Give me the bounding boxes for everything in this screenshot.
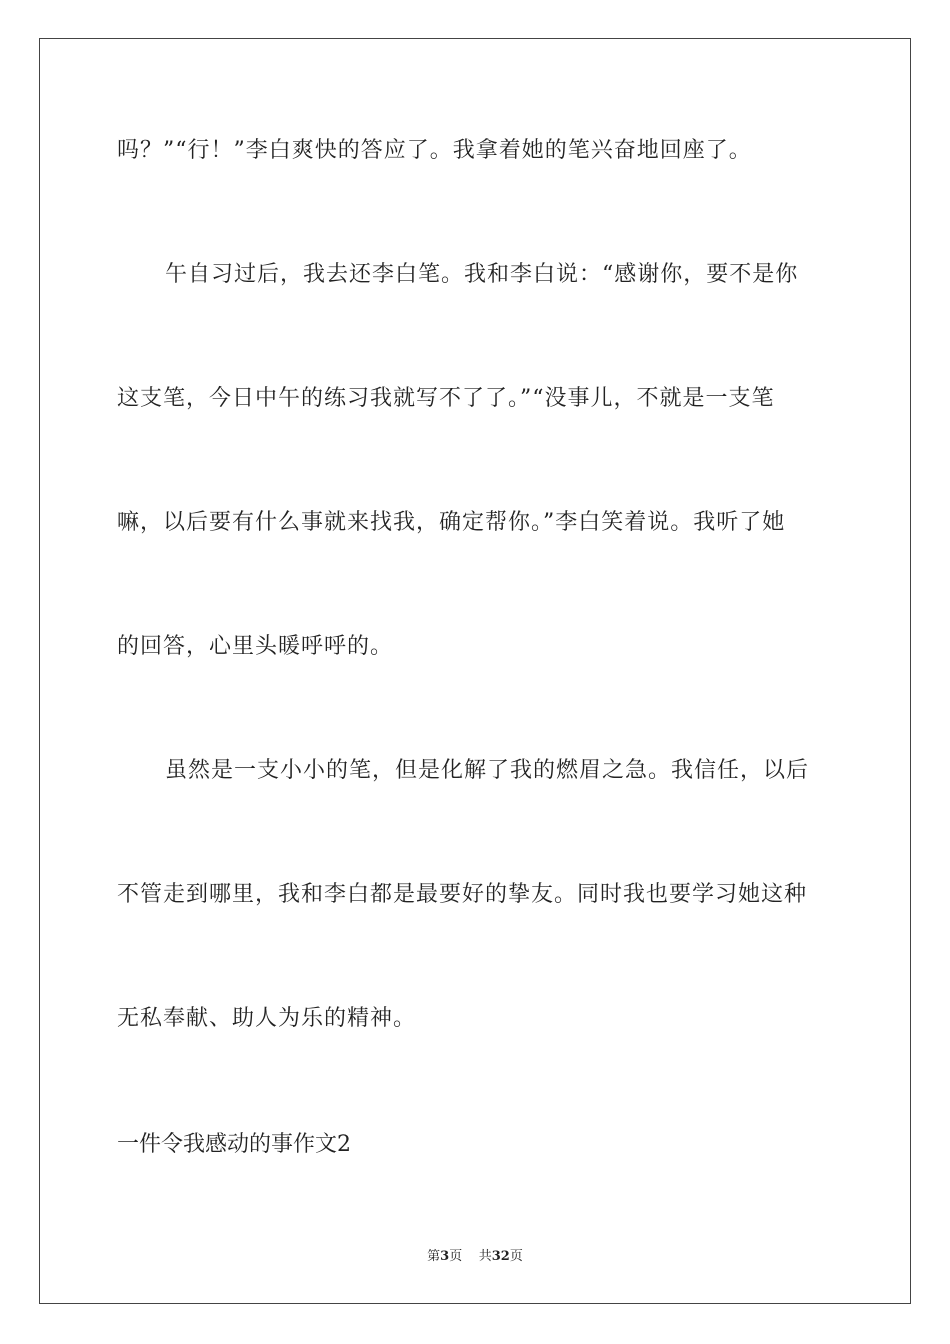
text-line: 吗？”“行！”李白爽快的答应了。我拿着她的笔兴奋地回座了。	[117, 138, 752, 163]
text-line: 无私奉献、助人为乐的精神。	[117, 1006, 417, 1031]
total-suffix: 页	[509, 1249, 523, 1264]
page-footer	[0, 1248, 950, 1266]
text-line: 这支笔，今日中午的练习我就写不了了。”“没事儿，不就是一支笔	[117, 386, 775, 411]
total-prefix: 共	[478, 1249, 492, 1264]
text-line: 嘛，以后要有什么事就来找我，确定帮你。”李白笑着说。我听了她	[117, 510, 786, 535]
page-suffix: 页	[449, 1249, 463, 1264]
text-line: 的回答，心里头暖呼呼的。	[117, 634, 394, 659]
text-line: 不管走到哪里，我和李白都是最要好的挚友。同时我也要学习她这种	[117, 882, 808, 907]
text-line: 虽然是一支小小的笔，但是化解了我的燃眉之急。我信任，以后	[165, 758, 810, 783]
page-prefix: 第	[427, 1249, 441, 1264]
section-heading: 一件令我感动的事作文2	[117, 1132, 351, 1157]
text-line: 午自习过后，我去还李白笔。我和李白说：“感谢你，要不是你	[165, 262, 799, 287]
total-pages: 32	[491, 1249, 510, 1264]
page-number: 3	[440, 1249, 450, 1264]
page-border	[39, 38, 911, 1304]
